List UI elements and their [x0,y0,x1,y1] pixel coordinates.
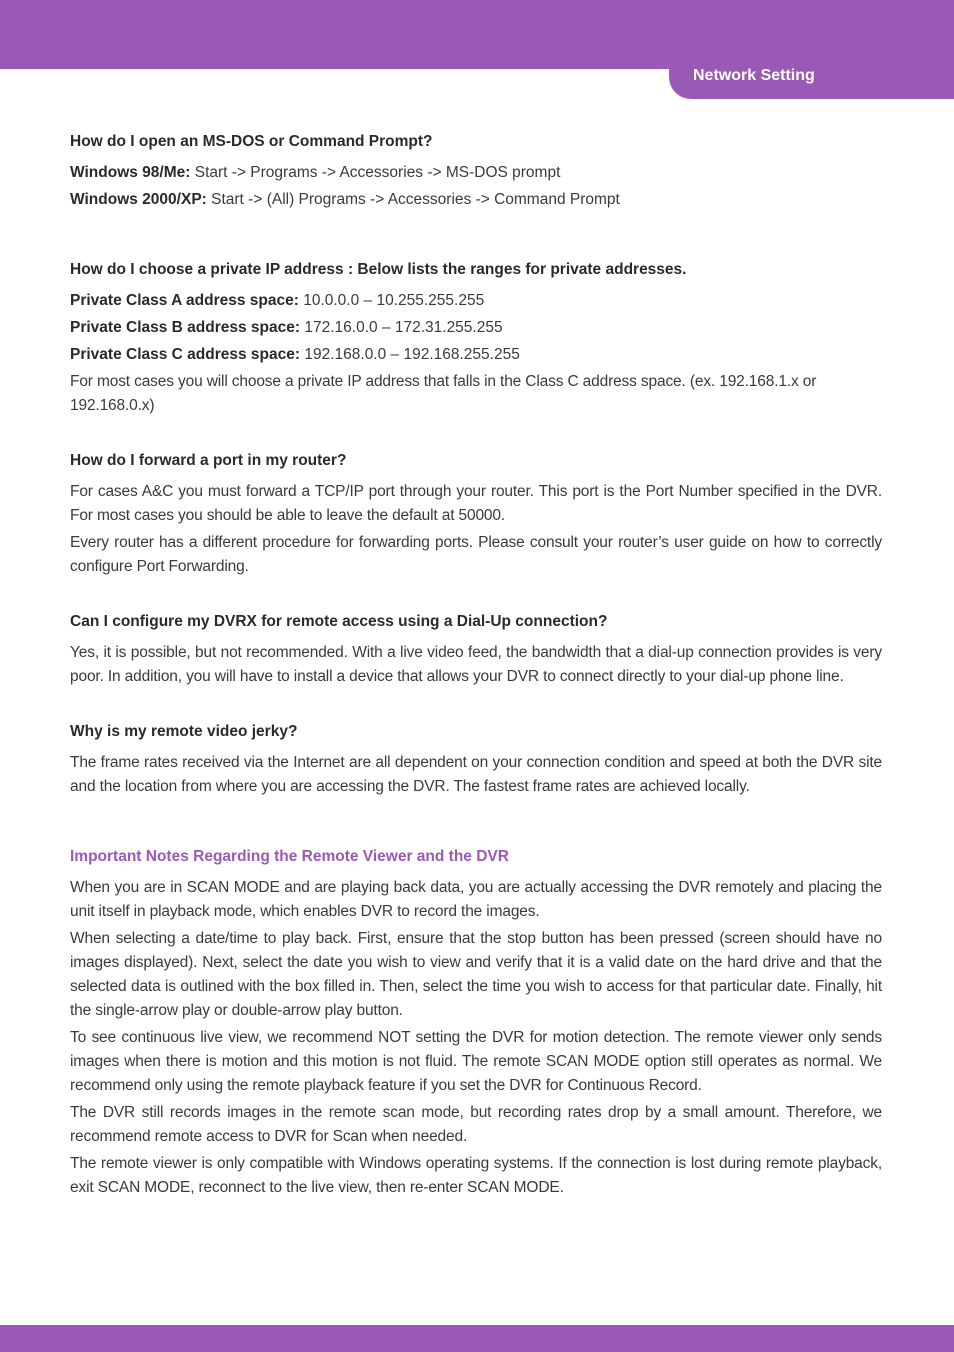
ip-note: For most cases you will choose a private IP address that falls in the Class C address space. (ex. 192.168.1.x or 192.168.0.x) [70,373,817,414]
port-paragraph: Every router has a different procedure for forwarding ports. Please consult your router’s user guide on how to correctly configure Port Forwarding. [70,534,882,575]
spacer [70,215,882,259]
footer-bar [0,1325,954,1352]
question-private-ip: How do I choose a private IP address : Below lists the ranges for private addresses. [70,261,687,278]
msdos-row-win98: Windows 98/Me: Start -> Programs -> Accessories -> MS-DOS prompt [70,164,561,181]
spacer [70,692,882,721]
spacer [70,582,882,611]
port-paragraph: For cases A&C you must forward a TCP/IP port through your router. This port is the Port Number specified in the DVR. For most cases you should be able to leave the default at 50000. [70,483,882,524]
section-title: Network Setting [693,67,815,84]
notes-paragraph: When selecting a date/time to play back. First, ensure that the stop button has been pressed (screen should have no images displayed). Next, select the date you wish to view and verify that it is a valid date on the hard drive and that the selected data is outlined with the box filled in. Then, select the time you wish to access for that particular date. Finally, hit the single-arrow play or double-arrow play button. [70,930,882,1019]
notes-title: Important Notes Regarding the Remote Viewer and the DVR [70,848,509,865]
dialup-paragraph: Yes, it is possible, but not recommended. With a live video feed, the bandwidth that a dial-up connection provides is very poor. In addition, you will have to install a device that allows your DVR to connect directly to your dial-up phone line. [70,644,882,685]
jerky-paragraph: The frame rates received via the Internet are all dependent on your connection condition and speed at both the DVR site and the location from where you are accessing the DVR. The fastest frame rates are achieved locally. [70,754,882,795]
ip-row-class-a: Private Class A address space: 10.0.0.0 – 10.255.255.255 [70,292,485,309]
spacer [70,802,882,846]
section-tab [669,58,954,99]
question-msdos: How do I open an MS-DOS or Command Prompt? [70,133,433,150]
ip-row-class-b: Private Class B address space: 172.16.0.0 – 172.31.255.255 [70,319,503,336]
ip-row-class-c: Private Class C address space: 192.168.0.0 – 192.168.255.255 [70,346,520,363]
msdos-row-win2000: Windows 2000/XP: Start -> (All) Programs -> Accessories -> Command Prompt [70,191,620,208]
page-content [70,131,882,1203]
question-jerky-video: Why is my remote video jerky? [70,723,298,740]
notes-paragraph: To see continuous live view, we recommend NOT setting the DVR for motion detection. The remote viewer only sends images when there is motion and this motion is not fluid. The remote SCAN MODE option still operates as normal. We recommend only using the remote playback feature if you set the DVR for Continuous Record. [70,1029,882,1094]
notes-paragraph: When you are in SCAN MODE and are playing back data, you are actually accessing the DVR remotely and placing the unit itself in playback mode, which enables DVR to record the images. [70,879,882,920]
notes-paragraph: The remote viewer is only compatible with Windows operating systems. If the connection is lost during remote playback, exit SCAN MODE, reconnect to the live view, then re-enter SCAN MODE. [70,1155,882,1196]
spacer [70,421,882,450]
question-dialup: Can I configure my DVRX for remote access using a Dial-Up connection? [70,613,608,630]
notes-paragraph: The DVR still records images in the remote scan mode, but recording rates drop by a small amount. Therefore, we recommend remote access to DVR for Scan when needed. [70,1104,882,1145]
question-port-forward: How do I forward a port in my router? [70,452,347,469]
